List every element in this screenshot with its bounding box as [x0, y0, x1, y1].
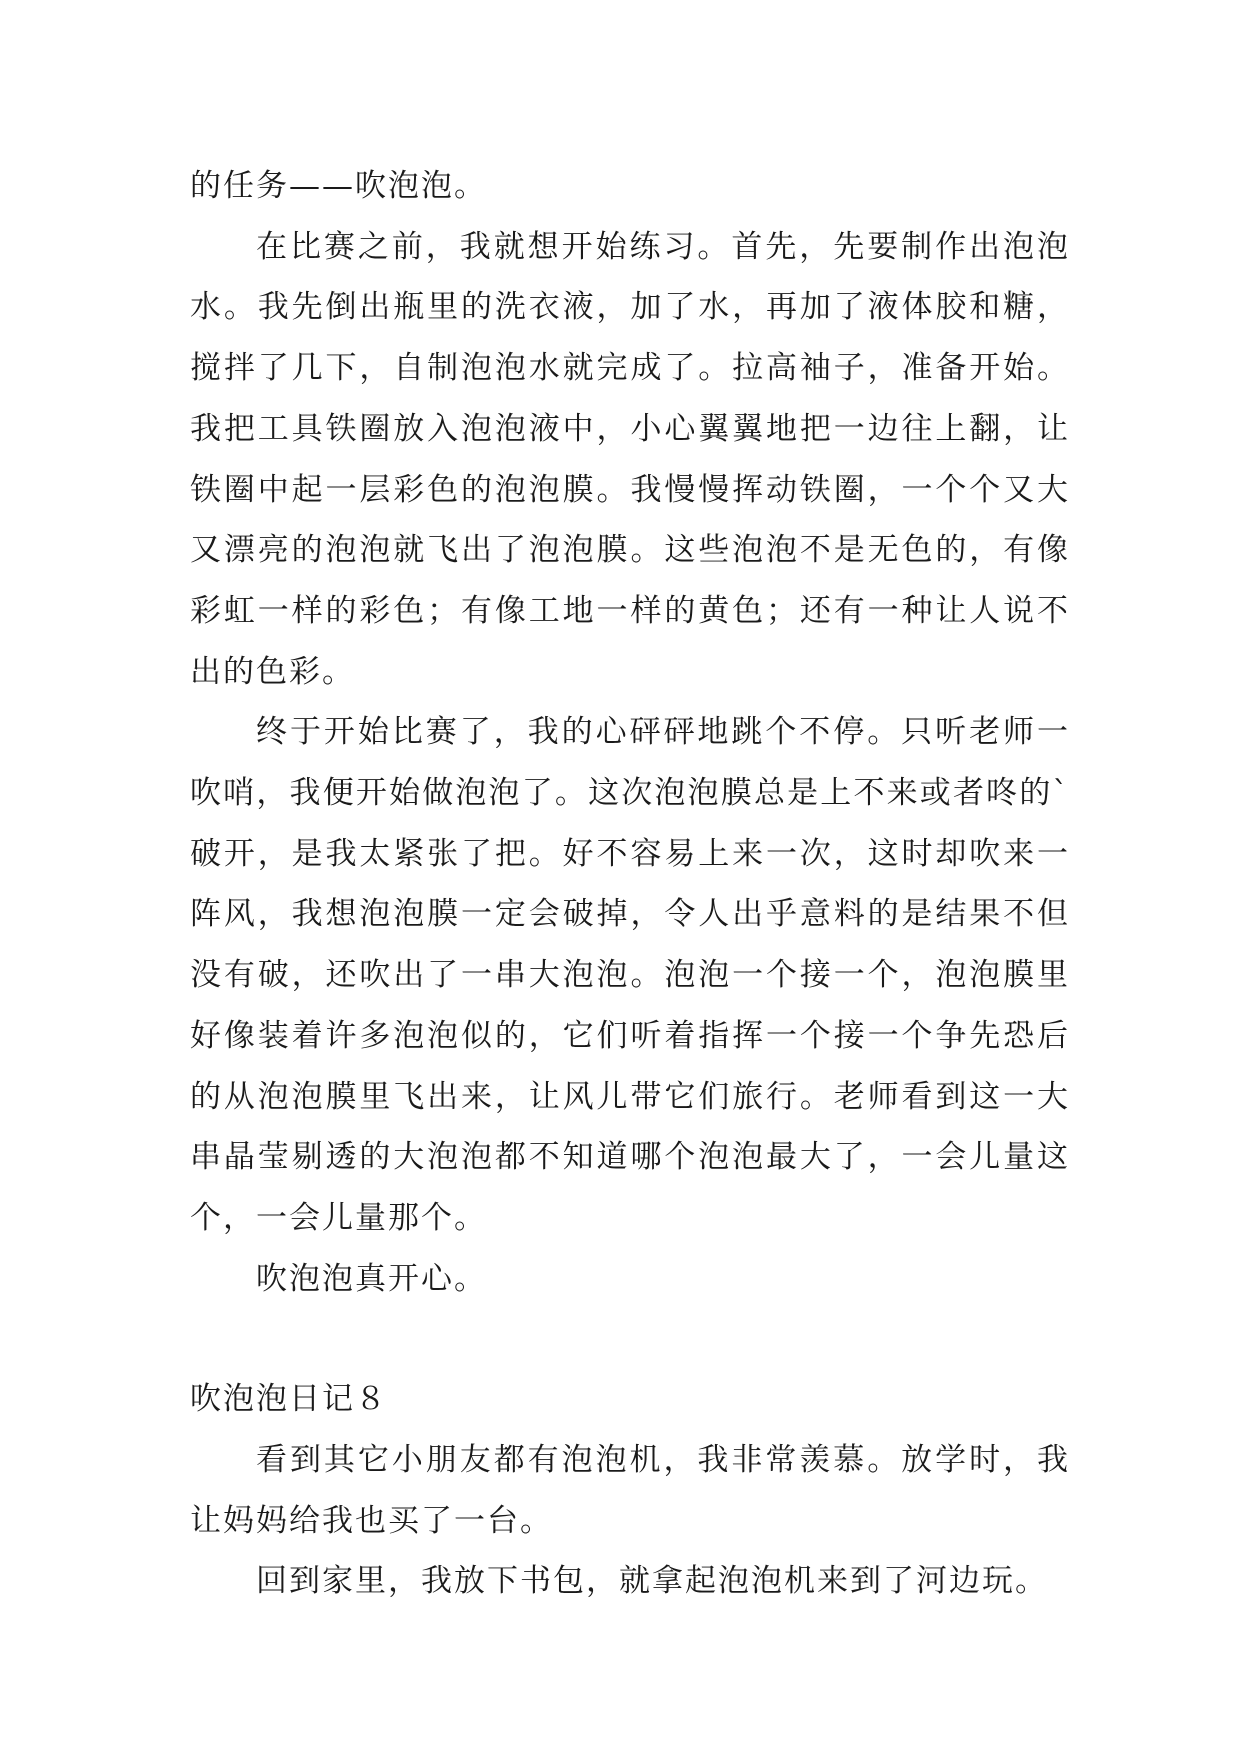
paragraph-practice: 在比赛之前，我就想开始练习。首先，先要制作出泡泡水。我先倒出瓶里的洗衣液，加了水，再加了液体胶和糖，搅拌了几下，自制泡泡水就完成了。拉高袖子，准备开始。我把工具铁圈放入泡泡液中，小心翼翼地把一边往上翻，让铁圈中起一层彩色的泡泡膜。我慢慢挥动铁圈，一个个又大又漂亮的泡泡就飞出了泡泡膜。这些泡泡不是无色的，有像彩虹一样的彩色；有像工地一样的黄色；还有一种让人说不出的色彩。	[190, 228, 1070, 690]
paragraph-conclusion: 吹泡泡真开心。	[256, 1260, 487, 1297]
section-title: 吹泡泡日记８	[190, 1381, 388, 1418]
section-paragraph-2: 回到家里，我放下书包，就拿起泡泡机来到了河边玩。	[256, 1563, 1048, 1600]
section-paragraph-1: 看到其它小朋友都有泡泡机，我非常羡慕。放学时，我让妈妈给我也买了一台。	[190, 1442, 1070, 1539]
paragraph-competition: 终于开始比赛了，我的心砰砰地跳个不停。只听老师一吹哨，我便开始做泡泡了。这次泡泡膜总是上不来或者咚的`破开，是我太紧张了把。好不容易上来一次，这时却吹来一阵风，我想泡泡膜一定会破掉，令人出乎意料的是结果不但没有破，还吹出了一串大泡泡。泡泡一个接一个，泡泡膜里好像装着许多泡泡似的，它们听着指挥一个接一个争先恐后的从泡泡膜里飞出来，让风儿带它们旅行。老师看到这一大串晶莹剔透的大泡泡都不知道哪个泡泡最大了，一会儿量这个，一会儿量那个。	[190, 714, 1070, 1236]
opening-fragment: 的任务——吹泡泡。	[190, 168, 487, 204]
document-body	[190, 156, 1070, 1612]
